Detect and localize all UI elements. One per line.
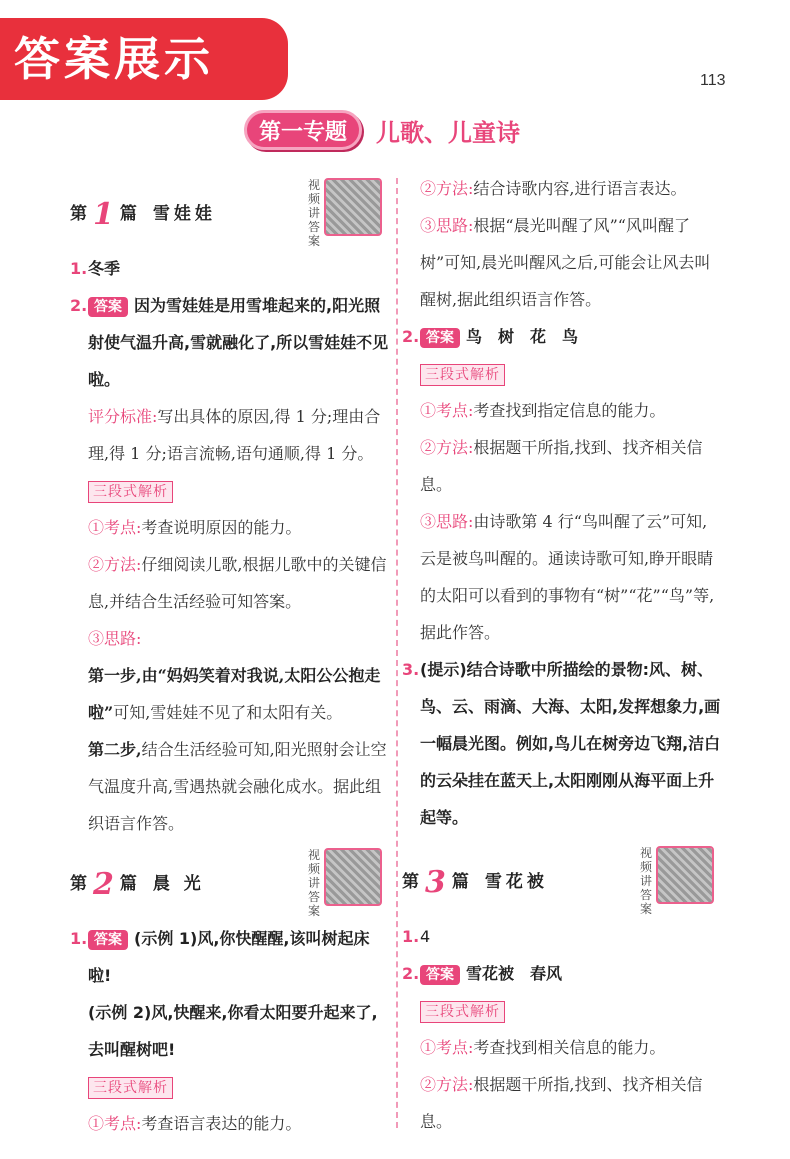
article-prefix: 第 — [70, 203, 87, 224]
answer-text: 因为雪娃娃是用雪堆起来的,阳光照射使气温升高,雪就融化了,所以雪娃娃不见啦。 — [88, 296, 389, 389]
answer-text: 冬季 — [88, 259, 121, 278]
qr-label: 视频讲答案 — [308, 848, 321, 918]
answer-tag: 答案 — [420, 965, 460, 985]
score-standard-label: 评分标准: — [88, 407, 158, 426]
three-part-analysis-badge: 三段式解析 — [88, 1077, 173, 1099]
method-label: ②方法: — [420, 1075, 474, 1094]
test-point-text: 考查语言表达的能力。 — [141, 1114, 302, 1133]
reasoning-label: ③思路: — [420, 512, 474, 531]
step-two-text: 结合生活经验可知,阳光照射会让空气温度升高,雪遇热就会融化成水。据此组织语言作答。 — [88, 740, 387, 833]
left-column — [70, 178, 390, 1142]
article-number: 1 — [93, 196, 114, 232]
question-number: 3. — [402, 660, 420, 679]
step-one-text-cont: 可知,雪娃娃不见了和太阳有关。 — [113, 703, 343, 722]
answer-example-2: (示例 2)风,快醒来,你看太阳要升起来了,去叫醒树吧! — [88, 1003, 378, 1059]
page-number: 113 — [700, 72, 726, 89]
question-number: 2. — [402, 964, 420, 983]
method-text: 根据题干所指,找到、找齐相关信息。 — [420, 438, 703, 494]
question-number: 1. — [70, 259, 88, 278]
topic-name: 儿歌、儿童诗 — [376, 118, 521, 147]
test-point-label: ①考点: — [420, 1038, 474, 1057]
article-3-heading — [402, 846, 722, 918]
test-point-text: 考查找到相关信息的能力。 — [473, 1038, 666, 1057]
question-item — [70, 250, 390, 287]
article-prefix: 第 — [70, 873, 87, 894]
article-suffix: 篇 — [119, 873, 137, 894]
method-text: 结合诗歌内容,进行语言表达。 — [473, 179, 687, 198]
qr-code-group[interactable] — [308, 178, 382, 248]
method-text: 根据题干所指,找到、找齐相关信息。 — [420, 1075, 703, 1131]
question-item — [402, 918, 722, 955]
reasoning-label: ③思路: — [88, 629, 142, 648]
three-part-analysis-badge: 三段式解析 — [420, 1001, 505, 1023]
question-item — [70, 287, 390, 842]
method-label: ②方法: — [420, 179, 474, 198]
test-point-text: 考查找到指定信息的能力。 — [473, 401, 666, 420]
question-number: 1. — [402, 927, 420, 946]
right-column — [402, 170, 722, 1140]
topic-title — [244, 108, 520, 152]
test-point-label: ①考点: — [420, 401, 474, 420]
article-name: 晨 光 — [152, 873, 205, 894]
qr-code-group[interactable] — [308, 848, 382, 918]
qr-code-group[interactable] — [640, 846, 714, 916]
question-item — [402, 651, 722, 836]
question-item — [402, 318, 722, 651]
article-name: 雪花被 — [484, 871, 548, 892]
article-number: 2 — [93, 866, 114, 902]
question-item — [402, 955, 722, 1140]
column-divider — [396, 178, 398, 1128]
article-suffix: 篇 — [451, 871, 469, 892]
answer-tag: 答案 — [420, 328, 460, 348]
qr-label: 视频讲答案 — [640, 846, 653, 916]
answer-tag: 答案 — [88, 930, 128, 950]
answer-text: 鸟 树 花 鸟 — [466, 327, 579, 346]
answer-example-1: (示例 1)风,你快醒醒,该叫树起床啦! — [88, 929, 370, 985]
article-1-heading — [70, 178, 390, 250]
article-number: 3 — [425, 864, 446, 900]
reasoning-text: 根据“晨光叫醒了风”“风叫醒了树”可知,晨光叫醒风之后,可能会让风去叫醒树,据此组织语言作答。 — [420, 216, 711, 309]
step-two-label: 第二步, — [88, 740, 142, 759]
article-suffix: 篇 — [119, 203, 137, 224]
answer-display-banner: 答案展示 — [0, 18, 288, 100]
qr-code-icon[interactable] — [324, 178, 382, 236]
qr-code-icon[interactable] — [324, 848, 382, 906]
article-name: 雪娃娃 — [152, 203, 216, 224]
article-2-heading — [70, 848, 390, 920]
score-standard-text: 写出具体的原因,得 1 分;理由合理,得 1 分;语言流畅,语句通顺,得 1 分。 — [88, 407, 381, 463]
answer-text: (提示)结合诗歌中所描绘的景物:风、树、鸟、云、雨滴、大海、太阳,发挥想象力,画一幅晨光图。例如,鸟儿在树旁边飞翔,洁白的云朵挂在蓝天上,太阳刚刚从海平面上升起等。 — [420, 660, 721, 827]
qr-code-icon[interactable] — [656, 846, 714, 904]
answer-text: 4 — [420, 927, 431, 946]
three-part-analysis-badge: 三段式解析 — [420, 364, 505, 386]
reasoning-label: ③思路: — [420, 216, 474, 235]
method-label: ②方法: — [88, 555, 142, 574]
step-one-text: 第一步,由“妈妈笑着对我说,太阳公公抱走啦” — [88, 666, 381, 722]
test-point-label: ①考点: — [88, 1114, 142, 1133]
test-point-text: 考查说明原因的能力。 — [141, 518, 302, 537]
question-item — [70, 920, 390, 1142]
question-number: 1. — [70, 929, 88, 948]
answer-tag: 答案 — [88, 297, 128, 317]
answer-text: 雪花被 春风 — [466, 964, 563, 983]
article-prefix: 第 — [402, 871, 419, 892]
method-text: 仔细阅读儿歌,根据儿歌中的关键信息,并结合生活经验可知答案。 — [88, 555, 387, 611]
topic-badge: 第一专题 — [244, 110, 362, 150]
qr-label: 视频讲答案 — [308, 178, 321, 248]
three-part-analysis-badge: 三段式解析 — [88, 481, 173, 503]
reasoning-text: 由诗歌第 4 行“鸟叫醒了云”可知,云是被鸟叫醒的。通读诗歌可知,睁开眼睛的太阳可以看到的事物有“树”“花”“鸟”等,据此作答。 — [420, 512, 715, 642]
question-number: 2. — [402, 327, 420, 346]
method-label: ②方法: — [420, 438, 474, 457]
question-number: 2. — [70, 296, 88, 315]
test-point-label: ①考点: — [88, 518, 142, 537]
